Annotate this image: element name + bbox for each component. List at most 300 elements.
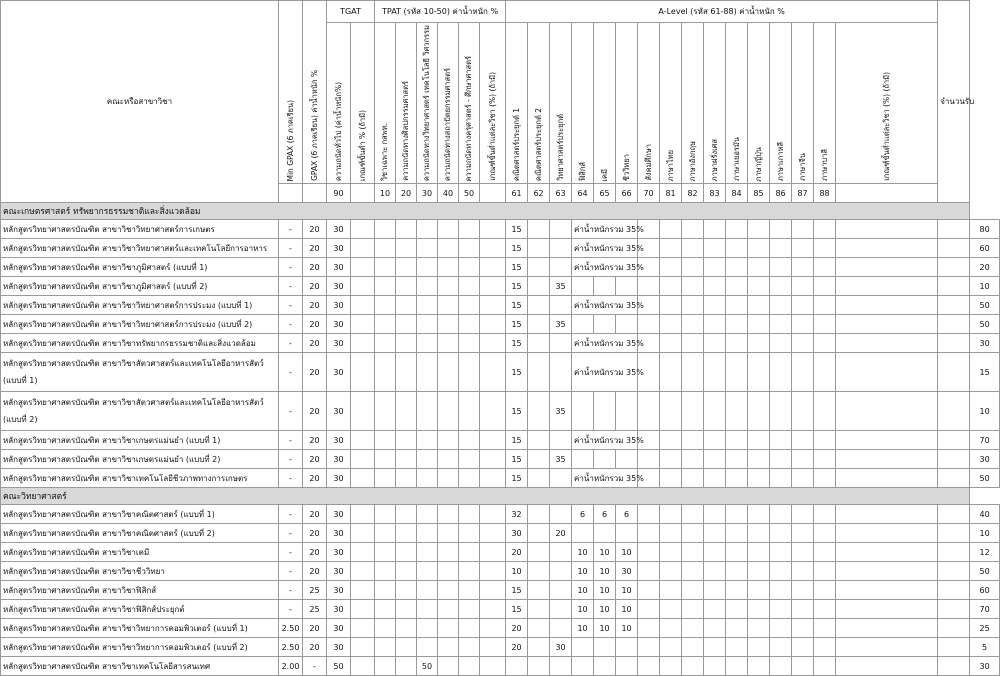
a63-cell: 20 bbox=[550, 524, 572, 543]
empty-cell bbox=[748, 657, 770, 676]
tgat-cell: 30 bbox=[327, 638, 351, 657]
program-cell: หลักสูตรวิทยาศาสตรบัณฑิต สาขาวิชาเกษตรแม่นยำ (แบบที่ 1) bbox=[1, 431, 279, 450]
a63-cell: 35 bbox=[550, 315, 572, 334]
empty-cell bbox=[814, 562, 836, 581]
empty-cell bbox=[770, 220, 792, 239]
empty-cell bbox=[792, 505, 814, 524]
min-gpax-cell: 2.50 bbox=[279, 638, 303, 657]
empty-cell bbox=[726, 524, 748, 543]
empty-cell bbox=[770, 619, 792, 638]
empty-cell bbox=[480, 258, 506, 277]
empty-cell bbox=[814, 619, 836, 638]
empty-cell bbox=[660, 543, 682, 562]
a61-cell: 20 bbox=[506, 543, 528, 562]
tpat30-cell bbox=[417, 239, 438, 258]
empty-cell bbox=[638, 505, 660, 524]
empty-cell bbox=[836, 581, 938, 600]
empty-cell bbox=[459, 505, 480, 524]
program-cell: หลักสูตรวิทยาศาสตรบัณฑิต สาขาวิชาวิทยาการคอมพิวเตอร์ (แบบที่ 1) bbox=[1, 619, 279, 638]
empty-cell bbox=[375, 619, 396, 638]
empty-cell bbox=[682, 392, 704, 431]
empty-cell bbox=[375, 353, 396, 392]
empty-cell bbox=[375, 562, 396, 581]
a64-cell: 10 bbox=[572, 562, 594, 581]
subject-header bbox=[814, 23, 836, 184]
empty-cell bbox=[748, 469, 770, 488]
program-cell: หลักสูตรวิทยาศาสตรบัณฑิต สาขาวิชาเกษตรแม่นยำ (แบบที่ 2) bbox=[1, 450, 279, 469]
empty-cell bbox=[459, 296, 480, 315]
gpax-cell: 20 bbox=[303, 334, 327, 353]
subject-code-cell: 84 bbox=[726, 184, 748, 203]
empty-cell bbox=[528, 258, 550, 277]
a65-cell: 10 bbox=[594, 562, 616, 581]
tpat30-cell: 50 bbox=[417, 657, 438, 676]
empty-cell bbox=[480, 619, 506, 638]
empty-cell bbox=[770, 562, 792, 581]
subject-label: เกณฑ์ขั้นต่ำแต่ละวิชา (%) (ถ้ามี) bbox=[487, 72, 497, 182]
a61-cell: 15 bbox=[506, 469, 528, 488]
seats-cell: 50 bbox=[970, 315, 1000, 334]
a63-cell bbox=[550, 353, 572, 392]
table-row bbox=[1, 600, 1000, 619]
table-row bbox=[1, 431, 1000, 450]
subject-code-cell: 40 bbox=[438, 184, 459, 203]
a63-cell bbox=[550, 657, 572, 676]
empty-cell bbox=[438, 543, 459, 562]
min-gpax-cell: 2.00 bbox=[279, 657, 303, 676]
empty-cell bbox=[480, 239, 506, 258]
empty-cell bbox=[396, 220, 417, 239]
empty-cell bbox=[748, 619, 770, 638]
empty-cell bbox=[459, 657, 480, 676]
empty-cell bbox=[704, 431, 726, 450]
empty-cell bbox=[682, 277, 704, 296]
empty-cell bbox=[938, 353, 970, 392]
program-cell: หลักสูตรวิทยาศาสตรบัณฑิต สาขาวิชาคณิตศาสตร์ (แบบที่ 1) bbox=[1, 505, 279, 524]
gpax-cell: 20 bbox=[303, 220, 327, 239]
empty-cell bbox=[814, 543, 836, 562]
a66-cell bbox=[616, 657, 638, 676]
empty-cell bbox=[836, 431, 938, 450]
empty-cell bbox=[682, 657, 704, 676]
empty-cell bbox=[814, 315, 836, 334]
tgat-cell: 30 bbox=[327, 450, 351, 469]
empty-cell bbox=[528, 450, 550, 469]
a65-cell: 10 bbox=[594, 600, 616, 619]
a61-cell: 15 bbox=[506, 581, 528, 600]
empty-cell bbox=[836, 315, 938, 334]
empty-cell bbox=[748, 450, 770, 469]
a64-cell bbox=[572, 315, 594, 334]
a61-cell: 15 bbox=[506, 315, 528, 334]
empty-cell bbox=[528, 600, 550, 619]
a61-cell: 15 bbox=[506, 220, 528, 239]
subject-label: ความถนัดทางศิลปกรรมศาสตร์ bbox=[401, 81, 411, 182]
faculty-column-header: คณะหรือสาขาวิชา bbox=[1, 1, 279, 203]
empty-cell bbox=[480, 505, 506, 524]
empty-cell bbox=[660, 239, 682, 258]
empty-cell bbox=[480, 657, 506, 676]
empty-cell bbox=[770, 315, 792, 334]
empty-cell bbox=[396, 543, 417, 562]
tpat30-cell bbox=[417, 505, 438, 524]
empty-cell bbox=[638, 524, 660, 543]
empty-cell bbox=[375, 657, 396, 676]
subject-code-cell: 87 bbox=[792, 184, 814, 203]
subject-label: ความถนัดทางวิทยาศาสตร์ เทคโนโลยี วิศวกรรม bbox=[422, 25, 432, 182]
subject-code-cell: 66 bbox=[616, 184, 638, 203]
empty-cell bbox=[528, 277, 550, 296]
a65-cell: 10 bbox=[594, 581, 616, 600]
empty-cell bbox=[836, 239, 938, 258]
table-row bbox=[1, 258, 1000, 277]
gpax-cell: 20 bbox=[303, 562, 327, 581]
empty-cell bbox=[459, 638, 480, 657]
empty-cell bbox=[459, 220, 480, 239]
empty-cell bbox=[375, 220, 396, 239]
empty-cell bbox=[528, 239, 550, 258]
empty-cell bbox=[528, 431, 550, 450]
empty-cell bbox=[351, 505, 375, 524]
gpax-cell: 25 bbox=[303, 600, 327, 619]
min-gpax-cell: - bbox=[279, 524, 303, 543]
empty-cell bbox=[351, 392, 375, 431]
empty-cell bbox=[396, 469, 417, 488]
empty-cell bbox=[682, 296, 704, 315]
empty-cell bbox=[396, 581, 417, 600]
a61-cell: 15 bbox=[506, 450, 528, 469]
empty-cell bbox=[438, 431, 459, 450]
empty-cell bbox=[836, 619, 938, 638]
empty-cell bbox=[480, 469, 506, 488]
subject-header bbox=[550, 23, 572, 184]
a63-cell bbox=[550, 543, 572, 562]
empty-cell bbox=[660, 562, 682, 581]
tgat-group-header: TGAT bbox=[327, 1, 375, 23]
a61-cell: 15 bbox=[506, 600, 528, 619]
subject-code-cell bbox=[351, 184, 375, 203]
a61-cell: 15 bbox=[506, 239, 528, 258]
tpat30-cell bbox=[417, 469, 438, 488]
empty-cell bbox=[375, 277, 396, 296]
gpax-cell: 20 bbox=[303, 505, 327, 524]
empty-cell bbox=[480, 450, 506, 469]
subject-label: ภาษาเยอรมัน bbox=[731, 137, 741, 182]
empty-cell bbox=[438, 505, 459, 524]
empty-cell bbox=[351, 581, 375, 600]
gpax-cell: 20 bbox=[303, 315, 327, 334]
empty-cell bbox=[770, 334, 792, 353]
program-cell: หลักสูตรวิทยาศาสตรบัณฑิต สาขาวิชาฟิสิกส์ bbox=[1, 581, 279, 600]
empty-cell bbox=[351, 638, 375, 657]
empty-cell bbox=[480, 581, 506, 600]
subject-header bbox=[506, 23, 528, 184]
empty-cell bbox=[682, 239, 704, 258]
program-cell: หลักสูตรวิทยาศาสตรบัณฑิต สาขาวิชาวิทยาการคอมพิวเตอร์ (แบบที่ 2) bbox=[1, 638, 279, 657]
gpax-cell: 20 bbox=[303, 450, 327, 469]
empty-cell bbox=[638, 392, 660, 431]
a64-cell: 10 bbox=[572, 600, 594, 619]
empty-cell bbox=[660, 581, 682, 600]
empty-cell bbox=[438, 524, 459, 543]
empty-cell bbox=[836, 258, 938, 277]
empty-cell bbox=[938, 239, 970, 258]
empty-cell bbox=[792, 562, 814, 581]
empty-cell bbox=[704, 296, 726, 315]
tpat30-cell bbox=[417, 431, 438, 450]
empty-cell bbox=[704, 450, 726, 469]
section-title: คณะเกษตรศาสตร์ ทรัพยากรธรรมชาติและสิ่งแวดล้อม bbox=[1, 203, 970, 220]
subject-code-cell: 64 bbox=[572, 184, 594, 203]
subject-header bbox=[660, 23, 682, 184]
a63-cell bbox=[550, 581, 572, 600]
a65-cell bbox=[594, 524, 616, 543]
program-cell: หลักสูตรวิทยาศาสตรบัณฑิต สาขาวิชาสัตวศาสตร์และเทคโนโลยีอาหารสัตว์ (แบบที่ 1) bbox=[1, 353, 279, 392]
seats-column-header: จำนวนรับ bbox=[938, 1, 970, 203]
empty-cell bbox=[836, 450, 938, 469]
empty-cell bbox=[814, 277, 836, 296]
combined-weight-note: ค่าน้ำหนักรวม 35% bbox=[572, 334, 638, 353]
empty-cell bbox=[660, 469, 682, 488]
min-gpax-cell: - bbox=[279, 505, 303, 524]
a63-cell: 35 bbox=[550, 450, 572, 469]
empty-cell bbox=[938, 469, 970, 488]
min-gpax-cell: - bbox=[279, 353, 303, 392]
empty-cell bbox=[638, 562, 660, 581]
empty-cell bbox=[682, 619, 704, 638]
tgat-cell: 30 bbox=[327, 469, 351, 488]
program-cell: หลักสูตรวิทยาศาสตรบัณฑิต สาขาวิชาวิทยาศาสตร์และเทคโนโลยีการอาหาร bbox=[1, 239, 279, 258]
gpax-weight-header bbox=[303, 1, 327, 184]
seats-cell: 60 bbox=[970, 239, 1000, 258]
subject-code-cell: 61 bbox=[506, 184, 528, 203]
gpax-cell: 20 bbox=[303, 543, 327, 562]
empty-cell bbox=[660, 524, 682, 543]
empty-cell bbox=[682, 315, 704, 334]
min-gpax-cell: - bbox=[279, 334, 303, 353]
a66-cell bbox=[616, 524, 638, 543]
seats-cell: 50 bbox=[970, 296, 1000, 315]
empty-cell bbox=[726, 600, 748, 619]
min-gpax-cell: - bbox=[279, 277, 303, 296]
empty-cell bbox=[528, 315, 550, 334]
empty-cell bbox=[660, 431, 682, 450]
a61-cell bbox=[506, 657, 528, 676]
empty-cell bbox=[396, 600, 417, 619]
subject-label: ความถนัดทางสถาปัตยกรรมศาสตร์ bbox=[443, 68, 453, 182]
a61-cell: 15 bbox=[506, 431, 528, 450]
a64-cell: 10 bbox=[572, 619, 594, 638]
empty-cell bbox=[528, 296, 550, 315]
program-cell: หลักสูตรวิทยาศาสตรบัณฑิต สาขาวิชาภูมิศาสตร์ (แบบที่ 1) bbox=[1, 258, 279, 277]
program-cell: หลักสูตรวิทยาศาสตรบัณฑิต สาขาวิชาเทคโนโลยีชีวภาพทางการเกษตร bbox=[1, 469, 279, 488]
empty-cell bbox=[438, 239, 459, 258]
a63-cell bbox=[550, 334, 572, 353]
subject-header bbox=[770, 23, 792, 184]
empty-cell bbox=[938, 657, 970, 676]
table-row bbox=[1, 469, 1000, 488]
subject-code-cell: 30 bbox=[417, 184, 438, 203]
min-gpax-cell: - bbox=[279, 258, 303, 277]
subject-code-cell: 70 bbox=[638, 184, 660, 203]
empty-cell bbox=[938, 600, 970, 619]
table-row bbox=[1, 353, 1000, 392]
program-cell: หลักสูตรวิทยาศาสตรบัณฑิต สาขาวิชาเทคโนโลยีสารสนเทศ bbox=[1, 657, 279, 676]
empty-cell bbox=[770, 469, 792, 488]
empty-cell bbox=[375, 392, 396, 431]
a63-cell bbox=[550, 562, 572, 581]
empty-cell bbox=[682, 600, 704, 619]
empty-cell bbox=[836, 543, 938, 562]
empty-cell bbox=[938, 334, 970, 353]
empty-cell bbox=[682, 220, 704, 239]
seats-cell: 40 bbox=[970, 505, 1000, 524]
empty-cell bbox=[638, 638, 660, 657]
empty-cell bbox=[704, 392, 726, 431]
empty-cell bbox=[528, 562, 550, 581]
subject-header bbox=[748, 23, 770, 184]
tgat-cell: 30 bbox=[327, 524, 351, 543]
program-cell: หลักสูตรวิทยาศาสตรบัณฑิต สาขาวิชาชีววิทยา bbox=[1, 562, 279, 581]
empty-cell bbox=[836, 392, 938, 431]
empty-cell bbox=[438, 562, 459, 581]
subject-header bbox=[459, 23, 480, 184]
section-title: คณะวิทยาศาสตร์ bbox=[1, 488, 970, 505]
subject-code-cell: 90 bbox=[327, 184, 351, 203]
min-gpax-cell: - bbox=[279, 600, 303, 619]
min-gpax-cell: - bbox=[279, 543, 303, 562]
empty-cell bbox=[660, 657, 682, 676]
program-cell: หลักสูตรวิทยาศาสตรบัณฑิต สาขาวิชาสัตวศาสตร์และเทคโนโลยีอาหารสัตว์ (แบบที่ 2) bbox=[1, 392, 279, 431]
empty-cell bbox=[660, 296, 682, 315]
empty-cell bbox=[726, 469, 748, 488]
empty-cell bbox=[459, 353, 480, 392]
empty-cell bbox=[814, 296, 836, 315]
empty-cell bbox=[396, 315, 417, 334]
empty-cell bbox=[682, 524, 704, 543]
empty-cell bbox=[814, 600, 836, 619]
empty-cell bbox=[726, 392, 748, 431]
combined-weight-note: ค่าน้ำหนักรวม 35% bbox=[572, 431, 638, 450]
empty-cell bbox=[726, 581, 748, 600]
alevel-group-header: A-Level (รหัส 61-88) ค่าน้ำหนัก % bbox=[506, 1, 938, 23]
empty-cell bbox=[704, 315, 726, 334]
empty-cell bbox=[836, 638, 938, 657]
subject-code-cell: 88 bbox=[814, 184, 836, 203]
empty-cell bbox=[480, 600, 506, 619]
empty-cell bbox=[726, 543, 748, 562]
min-gpax-code-cell bbox=[279, 184, 303, 203]
table-row bbox=[1, 334, 1000, 353]
empty-cell bbox=[396, 239, 417, 258]
combined-weight-note: ค่าน้ำหนักรวม 35% bbox=[572, 258, 638, 277]
empty-cell bbox=[792, 638, 814, 657]
min-gpax-cell: - bbox=[279, 431, 303, 450]
empty-cell bbox=[375, 239, 396, 258]
table-row bbox=[1, 392, 1000, 431]
gpax-cell: 20 bbox=[303, 258, 327, 277]
empty-cell bbox=[528, 638, 550, 657]
empty-cell bbox=[748, 353, 770, 392]
empty-cell bbox=[814, 638, 836, 657]
a63-cell bbox=[550, 239, 572, 258]
empty-cell bbox=[792, 220, 814, 239]
a66-cell: 30 bbox=[616, 562, 638, 581]
seats-cell: 25 bbox=[970, 619, 1000, 638]
empty-cell bbox=[748, 581, 770, 600]
a66-cell: 10 bbox=[616, 543, 638, 562]
empty-cell bbox=[438, 581, 459, 600]
empty-cell bbox=[396, 334, 417, 353]
empty-cell bbox=[938, 562, 970, 581]
empty-cell bbox=[660, 450, 682, 469]
empty-cell bbox=[480, 315, 506, 334]
empty-cell bbox=[375, 431, 396, 450]
a61-cell: 15 bbox=[506, 277, 528, 296]
subject-label: ฟิสิกส์ bbox=[577, 162, 587, 182]
empty-cell bbox=[396, 353, 417, 392]
subject-header bbox=[480, 23, 506, 184]
subject-header bbox=[375, 23, 396, 184]
empty-cell bbox=[438, 353, 459, 392]
empty-cell bbox=[660, 619, 682, 638]
empty-cell bbox=[438, 315, 459, 334]
a61-cell: 15 bbox=[506, 392, 528, 431]
empty-cell bbox=[682, 469, 704, 488]
empty-cell bbox=[351, 431, 375, 450]
gpax-cell: 20 bbox=[303, 469, 327, 488]
table-row bbox=[1, 524, 1000, 543]
empty-cell bbox=[375, 296, 396, 315]
a65-cell bbox=[594, 277, 616, 296]
empty-cell bbox=[682, 353, 704, 392]
empty-cell bbox=[438, 277, 459, 296]
a63-cell: 30 bbox=[550, 638, 572, 657]
empty-cell bbox=[480, 562, 506, 581]
empty-cell bbox=[438, 450, 459, 469]
empty-cell bbox=[938, 277, 970, 296]
empty-cell bbox=[682, 638, 704, 657]
empty-cell bbox=[459, 619, 480, 638]
table-row bbox=[1, 657, 1000, 676]
subject-label: ภาษาฝรั่งเศส bbox=[709, 138, 719, 182]
gpax-code-cell bbox=[303, 184, 327, 203]
seats-cell: 60 bbox=[970, 581, 1000, 600]
empty-cell bbox=[660, 353, 682, 392]
table-row bbox=[1, 581, 1000, 600]
seats-cell: 30 bbox=[970, 657, 1000, 676]
tgat-cell: 30 bbox=[327, 296, 351, 315]
empty-cell bbox=[396, 524, 417, 543]
a63-cell: 35 bbox=[550, 277, 572, 296]
empty-cell bbox=[438, 600, 459, 619]
empty-cell bbox=[396, 431, 417, 450]
empty-cell bbox=[748, 638, 770, 657]
empty-cell bbox=[770, 431, 792, 450]
subject-header bbox=[438, 23, 459, 184]
table-row bbox=[1, 277, 1000, 296]
table-row bbox=[1, 505, 1000, 524]
min-gpax-cell: - bbox=[279, 220, 303, 239]
a65-cell bbox=[594, 315, 616, 334]
empty-cell bbox=[726, 657, 748, 676]
subject-header bbox=[327, 23, 351, 184]
empty-cell bbox=[682, 581, 704, 600]
subject-code-cell: 50 bbox=[459, 184, 480, 203]
empty-cell bbox=[704, 562, 726, 581]
table-row bbox=[1, 315, 1000, 334]
empty-cell bbox=[459, 258, 480, 277]
